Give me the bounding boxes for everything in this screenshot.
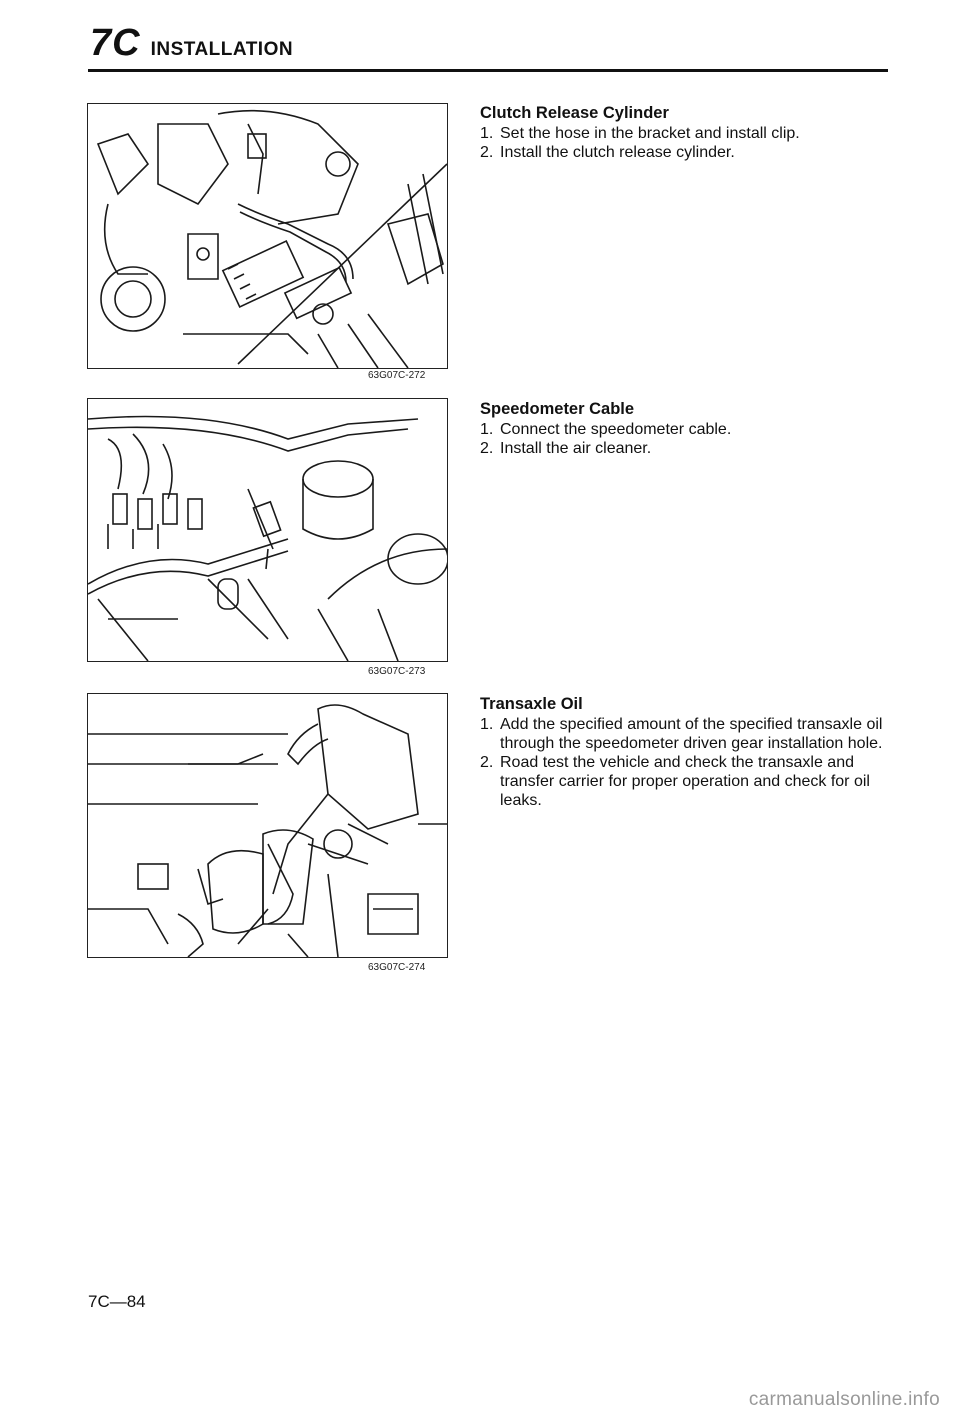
step-number: 1. xyxy=(480,716,494,733)
procedure-step xyxy=(480,715,885,753)
procedure-step xyxy=(480,124,885,143)
procedure-title: Transaxle Oil xyxy=(480,695,583,713)
procedure-speedometer-cable xyxy=(480,400,885,458)
page-number: 7C—84 xyxy=(88,1292,146,1311)
illustration-clutch-release-cylinder xyxy=(88,104,447,368)
procedure-clutch-release-cylinder xyxy=(480,104,885,162)
step-number: 2. xyxy=(480,440,494,457)
figure-speedometer-cable xyxy=(87,398,448,662)
procedure-step xyxy=(480,420,885,439)
procedure-step xyxy=(480,753,885,810)
procedure-title: Clutch Release Cylinder xyxy=(480,104,669,122)
procedure-title: Speedometer Cable xyxy=(480,400,635,418)
section-title: INSTALLATION xyxy=(150,39,294,60)
figure-transaxle-oil xyxy=(87,693,448,958)
step-text: Connect the speedometer cable. xyxy=(500,421,732,438)
step-number: 1. xyxy=(480,125,494,142)
procedure-step xyxy=(480,143,885,162)
illustration-speedometer-cable xyxy=(88,399,447,661)
step-text: Install the air cleaner. xyxy=(500,440,652,457)
procedure-transaxle-oil xyxy=(480,695,885,810)
figure-clutch-release-cylinder xyxy=(87,103,448,369)
figure-code: 63G07C-272 xyxy=(368,370,426,381)
procedure-step xyxy=(480,439,885,458)
step-text: Road test the vehicle and check the transaxle and transfer carrier for proper operation and check for oil leaks. xyxy=(500,754,870,809)
figure-code: 63G07C-273 xyxy=(368,666,426,677)
figure-code: 63G07C-274 xyxy=(368,962,426,973)
header-rule xyxy=(88,69,888,72)
step-text: Install the clutch release cylinder. xyxy=(500,144,735,161)
step-number: 1. xyxy=(480,421,494,438)
step-number: 2. xyxy=(480,144,494,161)
illustration-transaxle-oil xyxy=(88,694,447,957)
watermark: carmanualsonline.info xyxy=(748,1389,940,1410)
step-text: Set the hose in the bracket and install clip. xyxy=(500,125,800,142)
step-number: 2. xyxy=(480,754,494,771)
page-header xyxy=(90,22,293,65)
chapter-number: 7C xyxy=(90,22,141,64)
step-text: Add the specified amount of the specified transaxle oil through the speedometer driven gear installation hole. xyxy=(500,716,883,752)
